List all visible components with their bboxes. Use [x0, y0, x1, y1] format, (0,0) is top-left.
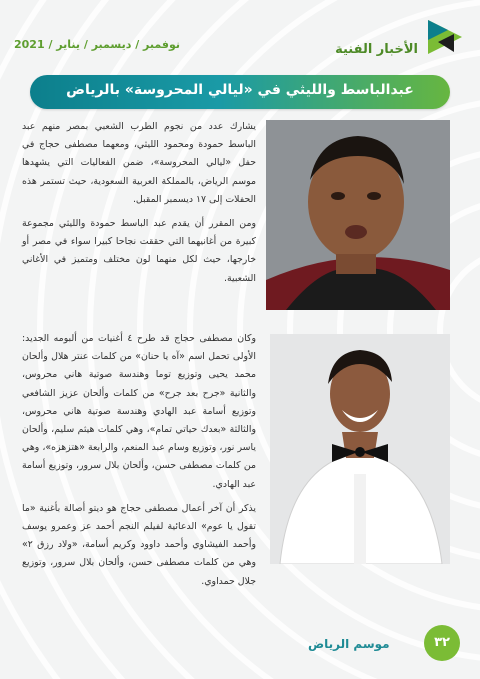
paragraph: وكان مصطفى حجاج قد طرح ٤ أغنيات من ألبومه الجديد: الأولى تحمل اسم «آه يا حنان» من كلمات عنتر هلال وألحان محمد يحيى وتوزيع توما وهندسة صوتية هاني محروس، والثانية «جرح بعد جرح» من كلمات وألحان عزيز الشافعي وتوزيع أسامة عبد الهادي وهندسة صوتية هاني محروس، والثالثة «بعدك حياتي تمام»، وهي كلمات هيثم سليم، وألحان ياسر نور، وتوزيع وسام عبد المنعم، والرابعة «هتزهزه»، وهي من كلمات مصطفى حسن، وألحان بلال سرور، وتوزيع أسامة عبد الهادي. — [22, 333, 257, 490]
article-body-top — [22, 118, 256, 294]
paragraph: يذكر أن آخر أعمال مصطفى حجاج هو ديتو أصالة بأغنية «ما تقول يا عوم» الدعائية لفيلم النجم أحمد عز وعمرو يوسف وأحمد الفيشاوي وأحمد داوود وكريم أسامة، «ولاد رزق ٢» وهي من كلمات مصطفى حسن، وألحان بلال سرور، وتوزيع جلال حمداوي. — [22, 502, 256, 587]
article-title: عبدالباسط والليثي في «ليالي المحروسة» بالرياض — [66, 82, 414, 98]
paragraph: يشارك عدد من نجوم الطرب الشعبي بمصر منهم عبد الباسط حمودة ومحمود الليثي، ومعهما مصطفى حجاج في حفل «ليالي المحروسة»، ضمن الفعاليات التي يشهدها موسم الرياض، بالمملكة العربية السعودية، حيث تستمر هذه الحفلات إلى ١٧ ديسمبر المقبل. — [22, 121, 256, 205]
issue-date: نوفمبر / ديسمبر / يناير / 2021 — [14, 38, 180, 51]
singer-photo-2 — [270, 334, 450, 564]
article-title-bar — [30, 75, 450, 109]
singer-photo-1 — [266, 120, 450, 310]
article-body-bottom — [22, 330, 256, 597]
play-triangle-icon — [424, 16, 466, 58]
footer-section-label: موسم الرياض — [308, 637, 390, 651]
page-header — [0, 0, 480, 70]
logo-text: الأخبار الفنية — [335, 42, 418, 57]
page-number: ٣٢ — [424, 625, 460, 661]
paragraph: ومن المقرر أن يقدم عبد الباسط حمودة والليثي مجموعة كبيرة من أغانيهما التي حققت نجاحا كبيرا سواء في مصر أو خارجها، حيث لكل منهما لون مختلف ومتميز في الأغاني الشعبية. — [22, 218, 256, 284]
section-logo — [335, 16, 466, 60]
